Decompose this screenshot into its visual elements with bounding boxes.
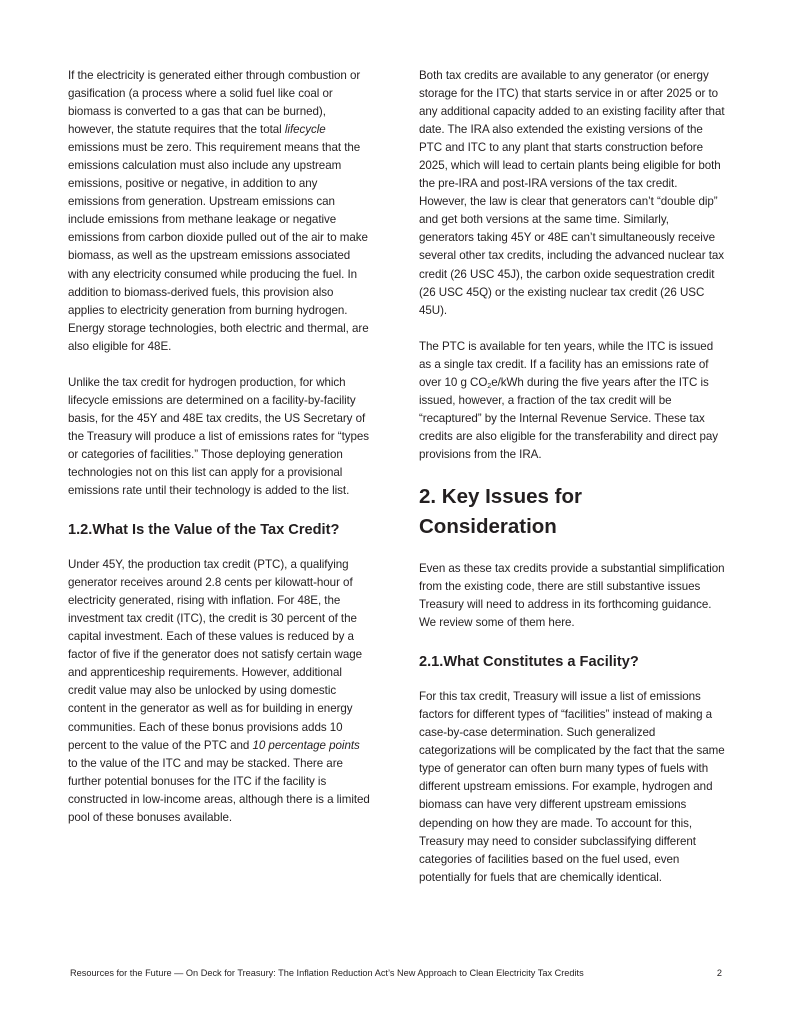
paragraph-facility-types: For this tax credit, Treasury will issue a list of emissions factors for different types of “facilities” instead of making a case-by-case determination. Such generalized categorizations will be complicated by the fact that the same type of generator can often burn many types of fuels with different upstream emissions. For example, hydrogen and biomass can have very different upstream emissions depending on how they are made. To account for this, Treasury may need to consider subclassifying different categories of facilities based on the fuel used, even potentially for fuels that are chemically identical. — [419, 690, 725, 884]
left-column — [68, 67, 370, 845]
paragraph-credit-value: Under 45Y, the production tax credit (PTC), a qualifying generator receives around 2.8 cents per kilowatt-hour of electricity generated, rising with inflation. For 48E, the investment tax credit (ITC), the credit is 30 percent of the capital investment. Each of these values is reduced by a factor of five if the generator does not satisfy certain wage and apprenticeship requirements. However, additional credit value may also be unlocked by using domestic content in the generator as well as for building in energy communities. Each of these bonus provisions adds 10 percent to the value of the PTC and 10 percentage points to the value of the ITC and may be stacked. There are further potential bonuses for the ITC if the facility is constructed in low-income areas, although there is a limited pool of these bonuses available. — [68, 558, 370, 824]
paragraph-eligibility: Both tax credits are available to any generator (or energy storage for the ITC) that starts service in or after 2025 or to any additional capacity added to an existing facility after that date. The IRA also extended the existing versions of the PTC and ITC to any plant that starts construction before 2025, which will lead to certain plants being eligible for both the pre-IRA and post-IRA versions of the tax credit. However, the law is clear that generators can’t “double dip” and get both versions at the same time. Similarly, generators taking 45Y or 48E can’t simultaneously receive several other tax credits, including the advanced nuclear tax credit (26 USC 45J), the carbon oxide sequestration credit (26 USC 45Q) or the existing nuclear tax credit (26 USC 45U). — [419, 69, 725, 317]
paragraph-ptc-itc-recapture: The PTC is available for ten years, while the ITC is issued as a single tax credit. If a facility has an emissions rate of over 10 g $CO_2e$/kWh during the five years after the ITC is issued, however, a fraction of the tax credit will be “recaptured” by the Internal Revenue Service. These tax credits are also eligible for the transferability and direct pay provisions from the IRA. — [419, 339, 719, 461]
heading-key-issues: 2. Key Issues for Consideration — [419, 484, 582, 538]
footer-title: Resources for the Future — On Deck for Treasury: The Inflation Reduction Act’s New Approach to Clean Electricity Tax Credits — [70, 968, 584, 978]
emphasis-lifecycle: lifecycle — [284, 123, 326, 137]
paragraph-emissions-list: Unlike the tax credit for hydrogen production, for which lifecycle emissions are determined on a facility-by-facility basis, for the 45Y and 48E tax credits, the US Secretary of the Treasury will produce a list of emissions rates for “types or categories of facilities.” Those deploying generation technologies not on this list can apply for a provisional emissions rate until their technology is added to the list. — [68, 375, 370, 498]
heading-value-of-tax-credit: 1.2.What Is the Value of the Tax Credit? — [68, 522, 340, 539]
right-column — [419, 67, 725, 905]
page-number: 2 — [716, 968, 722, 978]
paragraph-key-issues-intro: Even as these tax credits provide a substantial simplification from the existing code, there are still substantive issues Treasury will need to address in its forthcoming guidance. We review some of them here. — [419, 561, 725, 630]
emphasis-percentage-points: 10 percentage points — [252, 738, 360, 752]
subscript-2: 2 — [487, 382, 492, 390]
heading-what-constitutes-facility: 2.1.What Constitutes a Facility? — [419, 654, 639, 671]
paragraph-lifecycle-emissions: If the electricity is generated either through combustion or gasification (a process where a solid fuel like coal or biomass is converted to a gas that can be burned), however, the statute requires that the total lifecycle emissions must be zero. This requirement means that the emissions calculation must also include any upstream emissions, positive or negative, in addition to any emissions from generation. Upstream emissions can include emissions from methane leakage or negative emissions from carbon dioxide pulled out of the air to make biomass, as well as the upstream emissions associated with any electricity consumed while producing the fuel. In addition to biomass-derived fuels, this provision also applies to electricity generation from burning hydrogen. Energy storage technologies, both electric and thermal, are also eligible for 48E. — [68, 69, 369, 353]
